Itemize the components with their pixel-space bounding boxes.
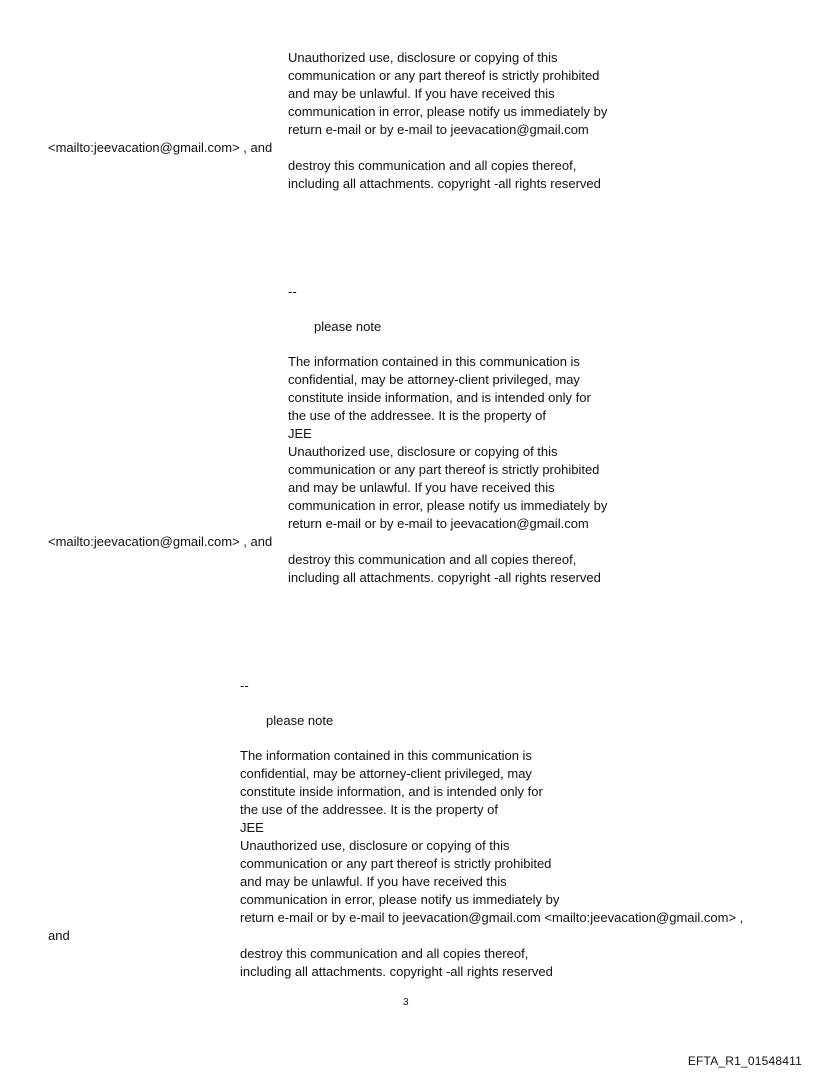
- block3-line-9: communication in error, please notify us immediately by: [240, 892, 560, 907]
- block3-closing-2: including all attachments. copyright -all rights reserved: [240, 964, 553, 979]
- block3-line-3: constitute inside information, and is intended only for: [240, 784, 543, 799]
- block2-line-9: communication in error, please notify us immediately by: [288, 498, 608, 513]
- block2-line-6: Unauthorized use, disclosure or copying of this: [288, 444, 558, 459]
- block2-line-1: The information contained in this communication is: [288, 354, 580, 369]
- block3-dash: --: [240, 678, 249, 693]
- block3-line-6: Unauthorized use, disclosure or copying of this: [240, 838, 510, 853]
- document-id: EFTA_R1_01548411: [687, 1054, 802, 1068]
- block2-closing-1: destroy this communication and all copies thereof,: [288, 552, 577, 567]
- block1-line-1: Unauthorized use, disclosure or copying of this: [288, 50, 558, 65]
- block3-note: please note: [266, 713, 334, 728]
- block2-line-10: return e-mail or by e-mail to jeevacation@gmail.com: [288, 516, 589, 531]
- block2-closing-2: including all attachments. copyright -all rights reserved: [288, 570, 601, 585]
- block3-and: and: [48, 928, 70, 943]
- block2-line-7: communication or any part thereof is strictly prohibited: [288, 462, 600, 477]
- page-number: 3: [403, 997, 409, 1008]
- block2-mailto: <mailto:jeevacation@gmail.com> , and: [48, 534, 273, 549]
- block1-line-5: return e-mail or by e-mail to jeevacation@gmail.com: [288, 122, 589, 137]
- block3-line-2: confidential, may be attorney-client privileged, may: [240, 766, 532, 781]
- block1-line-3: and may be unlawful. If you have received this: [288, 86, 555, 101]
- block1-line-2: communication or any part thereof is strictly prohibited: [288, 68, 600, 83]
- block2-line-3: constitute inside information, and is intended only for: [288, 390, 591, 405]
- block2-dash: --: [288, 284, 297, 299]
- block2-line-2: confidential, may be attorney-client privileged, may: [288, 372, 580, 387]
- block3-line-10: return e-mail or by e-mail to jeevacation@gmail.com <mailto:jeevacation@gmail.com> ,: [240, 910, 744, 925]
- block2-note: please note: [314, 319, 382, 334]
- block3-line-7: communication or any part thereof is strictly prohibited: [240, 856, 552, 871]
- block1-closing-2: including all attachments. copyright -all rights reserved: [288, 176, 601, 191]
- block3-line-5: JEE: [240, 820, 264, 835]
- block1-closing-1: destroy this communication and all copies thereof,: [288, 158, 577, 173]
- block1-mailto: <mailto:jeevacation@gmail.com> , and: [48, 140, 273, 155]
- block3-line-1: The information contained in this communication is: [240, 748, 532, 763]
- block3-line-8: and may be unlawful. If you have received this: [240, 874, 507, 889]
- block2-line-4: the use of the addressee. It is the property of: [288, 408, 546, 423]
- block3-closing-1: destroy this communication and all copies thereof,: [240, 946, 529, 961]
- block2-line-5: JEE: [288, 426, 312, 441]
- block3-line-4: the use of the addressee. It is the property of: [240, 802, 498, 817]
- block2-line-8: and may be unlawful. If you have received this: [288, 480, 555, 495]
- block1-line-4: communication in error, please notify us immediately by: [288, 104, 608, 119]
